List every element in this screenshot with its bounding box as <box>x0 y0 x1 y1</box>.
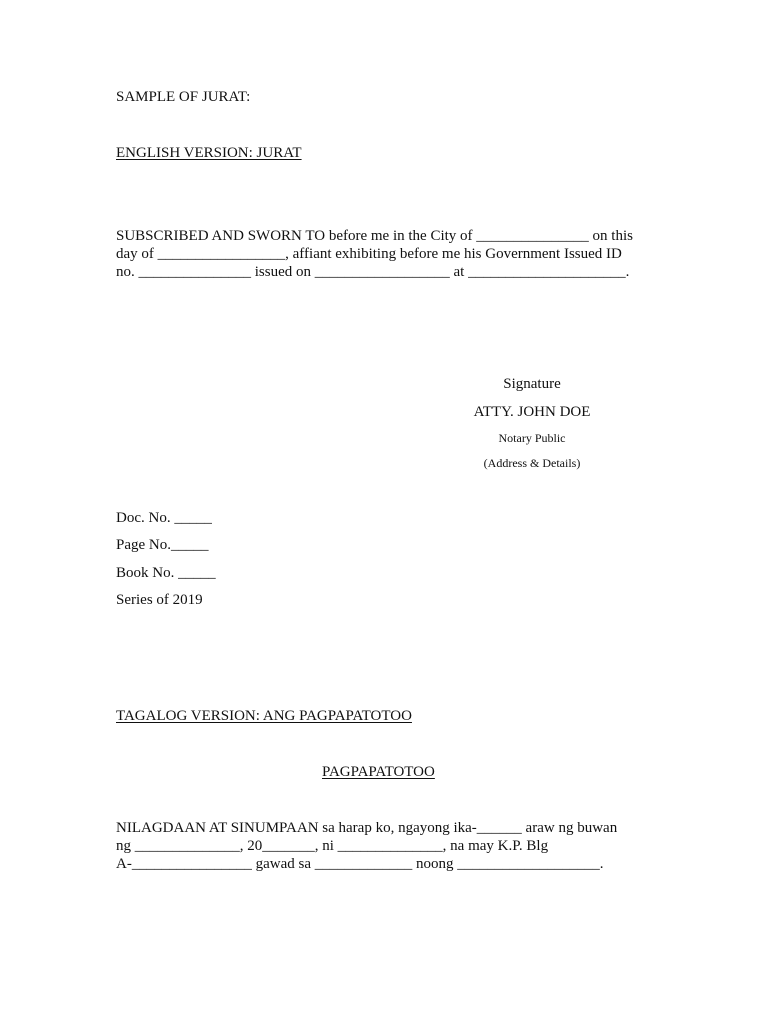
notary-name: ATTY. JOHN DOE <box>473 404 591 420</box>
notary-details: (Address & Details) <box>483 456 581 470</box>
page-no: Page No._____ <box>116 537 209 553</box>
english-version-heading: ENGLISH VERSION: JURAT <box>116 145 302 161</box>
tagalog-title: PAGPAPATOTOO <box>322 764 435 780</box>
document-title: SAMPLE OF JURAT: <box>116 89 251 105</box>
tagalog-paragraph-line: NILAGDAAN AT SINUMPAAN sa harap ko, ngayong ika-______ araw ng buwan <box>116 820 618 836</box>
notary-title: Notary Public <box>498 431 566 445</box>
english-paragraph-line: SUBSCRIBED AND SWORN TO before me in the City of _______________ on this <box>116 228 633 244</box>
series-year: Series of 2019 <box>116 592 203 608</box>
english-paragraph-line: day of _________________, affiant exhibiting before me his Government Issued ID <box>116 246 622 262</box>
signature-label: Signature <box>503 376 561 392</box>
tagalog-paragraph-line: ng ______________, 20_______, ni ______________, na may K.P. Blg <box>116 838 549 854</box>
tagalog-jurat-paragraph <box>116 819 676 873</box>
tagalog-version-heading: TAGALOG VERSION: ANG PAGPAPATOTOO <box>116 708 412 724</box>
english-jurat-paragraph <box>116 227 676 281</box>
tagalog-paragraph-line: A-________________ gawad sa _____________ noong ___________________. <box>116 856 604 872</box>
english-paragraph-line: no. _______________ issued on __________________ at _____________________. <box>116 264 630 280</box>
book-no: Book No. _____ <box>116 565 216 581</box>
doc-no: Doc. No. _____ <box>116 510 212 526</box>
